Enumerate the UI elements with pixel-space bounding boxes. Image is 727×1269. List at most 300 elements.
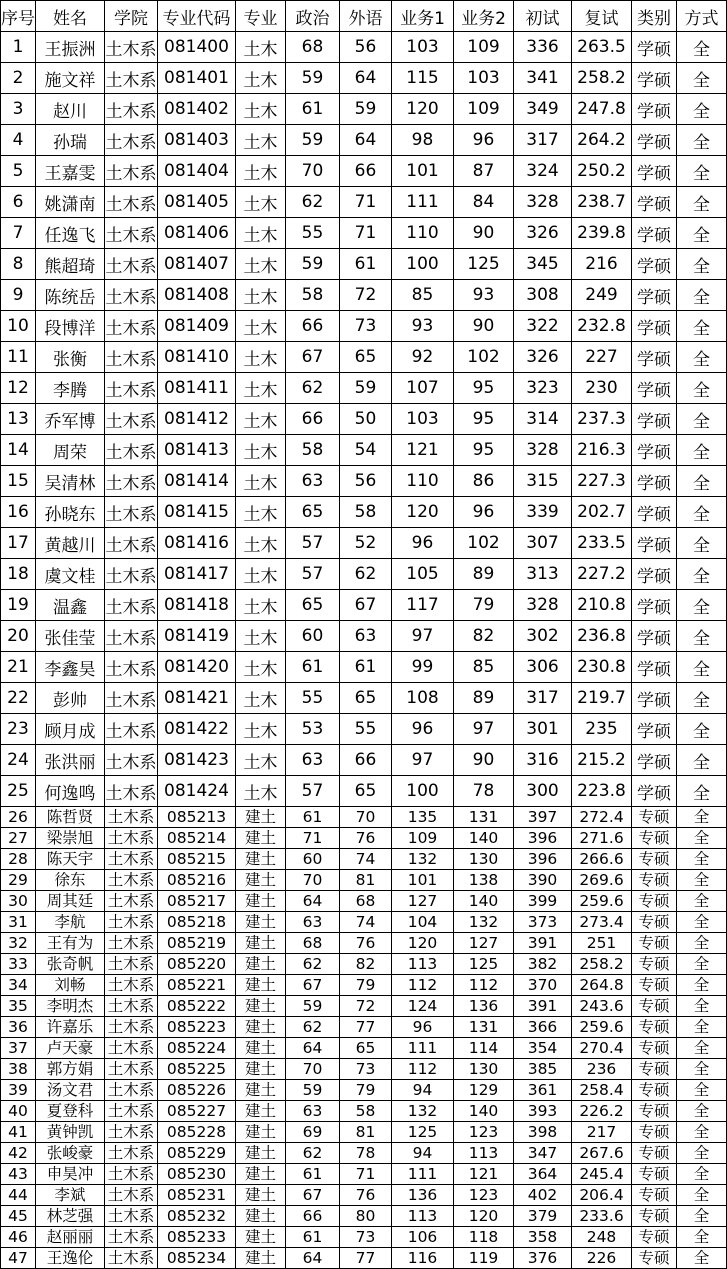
cell-major-code: 081407 (158, 249, 236, 280)
cell-retest-score: 247.8 (572, 94, 632, 125)
cell-subject-1: 120 (392, 933, 454, 954)
cell-major: 土木 (236, 156, 286, 187)
cell-mode: 全 (677, 776, 727, 807)
cell-foreign-language: 78 (340, 1143, 392, 1164)
cell-initial-score: 317 (514, 683, 572, 714)
cell-subject-2: 123 (454, 1185, 514, 1206)
cell-initial-score: 399 (514, 891, 572, 912)
cell-politics: 67 (286, 342, 340, 373)
cell-initial-score: 358 (514, 1227, 572, 1248)
cell-major-code: 081420 (158, 652, 236, 683)
cell-retest-score: 245.4 (572, 1164, 632, 1185)
cell-foreign-language: 76 (340, 828, 392, 849)
cell-politics: 66 (286, 311, 340, 342)
cell-category: 学硕 (632, 621, 677, 652)
cell-subject-2: 131 (454, 1017, 514, 1038)
cell-mode: 全 (677, 1080, 727, 1101)
table-row (1, 891, 727, 912)
cell-major: 土木 (236, 342, 286, 373)
cell-politics: 58 (286, 435, 340, 466)
cell-index: 34 (1, 975, 36, 996)
cell-major-code: 081408 (158, 280, 236, 311)
cell-category: 专硕 (632, 828, 677, 849)
cell-foreign-language: 80 (340, 1206, 392, 1227)
cell-major: 土木 (236, 32, 286, 63)
cell-mode: 全 (677, 1101, 727, 1122)
cell-politics: 64 (286, 1248, 340, 1269)
cell-mode: 全 (677, 807, 727, 828)
cell-major-code: 081424 (158, 776, 236, 807)
cell-major-code: 085222 (158, 996, 236, 1017)
cell-major: 土木 (236, 683, 286, 714)
cell-major: 建土 (236, 807, 286, 828)
cell-politics: 57 (286, 776, 340, 807)
cell-index: 43 (1, 1164, 36, 1185)
cell-foreign-language: 81 (340, 1122, 392, 1143)
cell-subject-2: 82 (454, 621, 514, 652)
cell-retest-score: 230 (572, 373, 632, 404)
table-row (1, 559, 727, 590)
cell-subject-1: 101 (392, 156, 454, 187)
cell-retest-score: 223.8 (572, 776, 632, 807)
cell-major: 建土 (236, 1185, 286, 1206)
cell-major-code: 085220 (158, 954, 236, 975)
cell-foreign-language: 71 (340, 1164, 392, 1185)
cell-initial-score: 328 (514, 187, 572, 218)
cell-subject-1: 136 (392, 1185, 454, 1206)
cell-name: 张洪丽 (36, 745, 105, 776)
cell-major: 土木 (236, 776, 286, 807)
cell-politics: 60 (286, 621, 340, 652)
cell-retest-score: 227.3 (572, 466, 632, 497)
cell-index: 6 (1, 187, 36, 218)
cell-foreign-language: 68 (340, 891, 392, 912)
cell-subject-1: 124 (392, 996, 454, 1017)
cell-initial-score: 326 (514, 218, 572, 249)
header-name: 姓名 (36, 1, 105, 32)
cell-major: 土木 (236, 559, 286, 590)
cell-major-code: 085216 (158, 870, 236, 891)
cell-major-code: 081419 (158, 621, 236, 652)
cell-foreign-language: 59 (340, 373, 392, 404)
cell-name: 张衡 (36, 342, 105, 373)
cell-initial-score: 397 (514, 807, 572, 828)
cell-category: 学硕 (632, 373, 677, 404)
cell-mode: 全 (677, 125, 727, 156)
cell-major-code: 085223 (158, 1017, 236, 1038)
cell-index: 44 (1, 1185, 36, 1206)
cell-category: 专硕 (632, 933, 677, 954)
cell-major-code: 081423 (158, 745, 236, 776)
cell-subject-1: 105 (392, 559, 454, 590)
cell-college: 土木系 (105, 311, 158, 342)
cell-subject-2: 86 (454, 466, 514, 497)
header-subject-2: 业务2 (454, 1, 514, 32)
cell-foreign-language: 76 (340, 1185, 392, 1206)
cell-politics: 63 (286, 1101, 340, 1122)
cell-retest-score: 271.6 (572, 828, 632, 849)
cell-college: 土木系 (105, 280, 158, 311)
cell-subject-2: 140 (454, 828, 514, 849)
cell-name: 李斌 (36, 1185, 105, 1206)
cell-subject-1: 106 (392, 1227, 454, 1248)
table-row (1, 1143, 727, 1164)
cell-category: 学硕 (632, 342, 677, 373)
cell-name: 虞文桂 (36, 559, 105, 590)
cell-politics: 63 (286, 466, 340, 497)
cell-index: 29 (1, 870, 36, 891)
cell-initial-score: 393 (514, 1101, 572, 1122)
cell-category: 学硕 (632, 652, 677, 683)
cell-foreign-language: 71 (340, 187, 392, 218)
cell-retest-score: 264.8 (572, 975, 632, 996)
header-foreign-language: 外语 (340, 1, 392, 32)
cell-foreign-language: 59 (340, 94, 392, 125)
cell-mode: 全 (677, 187, 727, 218)
cell-politics: 63 (286, 912, 340, 933)
cell-retest-score: 269.6 (572, 870, 632, 891)
table-row (1, 828, 727, 849)
cell-foreign-language: 65 (340, 683, 392, 714)
cell-category: 学硕 (632, 466, 677, 497)
cell-subject-2: 130 (454, 849, 514, 870)
cell-subject-2: 103 (454, 63, 514, 94)
cell-category: 学硕 (632, 63, 677, 94)
cell-name: 王振洲 (36, 32, 105, 63)
cell-foreign-language: 56 (340, 32, 392, 63)
cell-initial-score: 306 (514, 652, 572, 683)
cell-college: 土木系 (105, 249, 158, 280)
cell-initial-score: 300 (514, 776, 572, 807)
cell-name: 周荣 (36, 435, 105, 466)
table-row (1, 776, 727, 807)
cell-major: 土木 (236, 621, 286, 652)
cell-foreign-language: 73 (340, 1227, 392, 1248)
cell-subject-1: 101 (392, 870, 454, 891)
cell-major-code: 085225 (158, 1059, 236, 1080)
cell-category: 专硕 (632, 1164, 677, 1185)
cell-initial-score: 314 (514, 404, 572, 435)
table-row (1, 218, 727, 249)
cell-major-code: 081413 (158, 435, 236, 466)
cell-initial-score: 385 (514, 1059, 572, 1080)
table-row (1, 1227, 727, 1248)
cell-politics: 59 (286, 996, 340, 1017)
cell-foreign-language: 50 (340, 404, 392, 435)
cell-major-code: 085224 (158, 1038, 236, 1059)
cell-foreign-language: 56 (340, 466, 392, 497)
cell-initial-score: 317 (514, 125, 572, 156)
cell-index: 20 (1, 621, 36, 652)
cell-initial-score: 402 (514, 1185, 572, 1206)
cell-subject-2: 96 (454, 125, 514, 156)
cell-subject-1: 99 (392, 652, 454, 683)
cell-major-code: 081403 (158, 125, 236, 156)
cell-index: 4 (1, 125, 36, 156)
cell-subject-2: 96 (454, 497, 514, 528)
cell-name: 梁崇旭 (36, 828, 105, 849)
cell-name: 陈统岳 (36, 280, 105, 311)
cell-major-code: 085233 (158, 1227, 236, 1248)
cell-category: 学硕 (632, 94, 677, 125)
cell-name: 姚潇南 (36, 187, 105, 218)
cell-mode: 全 (677, 1206, 727, 1227)
cell-politics: 62 (286, 954, 340, 975)
cell-major: 土木 (236, 497, 286, 528)
cell-mode: 全 (677, 954, 727, 975)
cell-subject-1: 94 (392, 1080, 454, 1101)
cell-foreign-language: 64 (340, 63, 392, 94)
cell-subject-1: 135 (392, 807, 454, 828)
cell-politics: 59 (286, 63, 340, 94)
cell-politics: 57 (286, 528, 340, 559)
cell-index: 21 (1, 652, 36, 683)
cell-politics: 58 (286, 280, 340, 311)
cell-college: 土木系 (105, 776, 158, 807)
cell-index: 22 (1, 683, 36, 714)
cell-retest-score: 206.4 (572, 1185, 632, 1206)
cell-subject-2: 130 (454, 1059, 514, 1080)
cell-retest-score: 249 (572, 280, 632, 311)
cell-mode: 全 (677, 373, 727, 404)
cell-major-code: 085227 (158, 1101, 236, 1122)
cell-college: 土木系 (105, 714, 158, 745)
cell-retest-score: 226 (572, 1248, 632, 1269)
cell-mode: 全 (677, 870, 727, 891)
cell-category: 专硕 (632, 1080, 677, 1101)
cell-major-code: 085218 (158, 912, 236, 933)
table-row (1, 652, 727, 683)
cell-category: 专硕 (632, 1101, 677, 1122)
table-row (1, 714, 727, 745)
cell-foreign-language: 64 (340, 125, 392, 156)
cell-foreign-language: 79 (340, 1080, 392, 1101)
cell-category: 学硕 (632, 218, 677, 249)
cell-major: 土木 (236, 94, 286, 125)
cell-politics: 61 (286, 652, 340, 683)
cell-retest-score: 230.8 (572, 652, 632, 683)
cell-mode: 全 (677, 559, 727, 590)
cell-foreign-language: 66 (340, 745, 392, 776)
cell-initial-score: 379 (514, 1206, 572, 1227)
cell-college: 土木系 (105, 466, 158, 497)
cell-politics: 59 (286, 1080, 340, 1101)
cell-initial-score: 316 (514, 745, 572, 776)
cell-major: 建土 (236, 933, 286, 954)
cell-name: 乔军博 (36, 404, 105, 435)
table-row (1, 404, 727, 435)
cell-politics: 62 (286, 187, 340, 218)
cell-college: 土木系 (105, 590, 158, 621)
cell-category: 专硕 (632, 1227, 677, 1248)
cell-college: 土木系 (105, 559, 158, 590)
cell-initial-score: 307 (514, 528, 572, 559)
cell-index: 18 (1, 559, 36, 590)
cell-major: 建土 (236, 891, 286, 912)
cell-politics: 70 (286, 870, 340, 891)
cell-politics: 67 (286, 975, 340, 996)
cell-category: 专硕 (632, 1248, 677, 1269)
cell-initial-score: 396 (514, 849, 572, 870)
cell-foreign-language: 71 (340, 218, 392, 249)
cell-mode: 全 (677, 1038, 727, 1059)
cell-category: 学硕 (632, 590, 677, 621)
cell-index: 9 (1, 280, 36, 311)
cell-college: 土木系 (105, 975, 158, 996)
cell-major-code: 081416 (158, 528, 236, 559)
cell-name: 徐东 (36, 870, 105, 891)
cell-major: 土木 (236, 373, 286, 404)
cell-subject-1: 107 (392, 373, 454, 404)
table-row (1, 497, 727, 528)
cell-mode: 全 (677, 435, 727, 466)
cell-mode: 全 (677, 94, 727, 125)
cell-foreign-language: 58 (340, 497, 392, 528)
cell-politics: 57 (286, 559, 340, 590)
cell-foreign-language: 65 (340, 1038, 392, 1059)
cell-subject-1: 103 (392, 32, 454, 63)
cell-index: 35 (1, 996, 36, 1017)
cell-name: 汤文君 (36, 1080, 105, 1101)
cell-retest-score: 216 (572, 249, 632, 280)
cell-subject-1: 116 (392, 1248, 454, 1269)
cell-college: 土木系 (105, 652, 158, 683)
cell-college: 土木系 (105, 683, 158, 714)
cell-index: 27 (1, 828, 36, 849)
cell-subject-1: 112 (392, 1059, 454, 1080)
cell-category: 专硕 (632, 807, 677, 828)
cell-subject-1: 111 (392, 1164, 454, 1185)
cell-subject-2: 87 (454, 156, 514, 187)
cell-college: 土木系 (105, 745, 158, 776)
cell-retest-score: 272.4 (572, 807, 632, 828)
table-row (1, 807, 727, 828)
cell-politics: 61 (286, 94, 340, 125)
cell-initial-score: 364 (514, 1164, 572, 1185)
cell-mode: 全 (677, 828, 727, 849)
cell-subject-1: 113 (392, 1206, 454, 1227)
cell-name: 何逸鸣 (36, 776, 105, 807)
cell-initial-score: 336 (514, 32, 572, 63)
cell-college: 土木系 (105, 94, 158, 125)
cell-initial-score: 373 (514, 912, 572, 933)
cell-initial-score: 398 (514, 1122, 572, 1143)
cell-name: 黄钟凯 (36, 1122, 105, 1143)
cell-name: 申昊冲 (36, 1164, 105, 1185)
cell-category: 专硕 (632, 1143, 677, 1164)
cell-subject-2: 109 (454, 94, 514, 125)
table-row (1, 849, 727, 870)
header-retest-score: 复试 (572, 1, 632, 32)
cell-category: 学硕 (632, 683, 677, 714)
cell-major-code: 085214 (158, 828, 236, 849)
cell-name: 王逸伦 (36, 1248, 105, 1269)
cell-mode: 全 (677, 912, 727, 933)
cell-college: 土木系 (105, 1227, 158, 1248)
cell-category: 学硕 (632, 311, 677, 342)
cell-college: 土木系 (105, 933, 158, 954)
cell-category: 学硕 (632, 280, 677, 311)
cell-politics: 63 (286, 745, 340, 776)
header-row (1, 1, 727, 32)
cell-subject-2: 140 (454, 891, 514, 912)
cell-index: 24 (1, 745, 36, 776)
cell-foreign-language: 66 (340, 156, 392, 187)
cell-category: 学硕 (632, 497, 677, 528)
cell-initial-score: 322 (514, 311, 572, 342)
table-row (1, 1059, 727, 1080)
cell-subject-2: 90 (454, 745, 514, 776)
cell-initial-score: 376 (514, 1248, 572, 1269)
cell-politics: 61 (286, 1164, 340, 1185)
cell-index: 47 (1, 1248, 36, 1269)
cell-subject-2: 123 (454, 1122, 514, 1143)
table-row (1, 435, 727, 466)
cell-major: 土木 (236, 404, 286, 435)
cell-initial-score: 328 (514, 590, 572, 621)
cell-subject-2: 120 (454, 1206, 514, 1227)
cell-mode: 全 (677, 1017, 727, 1038)
cell-mode: 全 (677, 249, 727, 280)
cell-retest-score: 259.6 (572, 1017, 632, 1038)
cell-subject-1: 117 (392, 590, 454, 621)
cell-index: 40 (1, 1101, 36, 1122)
cell-subject-2: 112 (454, 975, 514, 996)
cell-subject-1: 115 (392, 63, 454, 94)
cell-subject-1: 132 (392, 1101, 454, 1122)
cell-name: 李鑫昊 (36, 652, 105, 683)
cell-subject-1: 109 (392, 828, 454, 849)
cell-mode: 全 (677, 32, 727, 63)
cell-name: 陈天宇 (36, 849, 105, 870)
cell-subject-1: 120 (392, 94, 454, 125)
cell-category: 学硕 (632, 745, 677, 776)
cell-index: 2 (1, 63, 36, 94)
cell-college: 土木系 (105, 497, 158, 528)
cell-major: 土木 (236, 125, 286, 156)
cell-foreign-language: 67 (340, 590, 392, 621)
cell-major: 建土 (236, 849, 286, 870)
cell-name: 吴清林 (36, 466, 105, 497)
cell-subject-1: 96 (392, 714, 454, 745)
cell-foreign-language: 73 (340, 311, 392, 342)
cell-major-code: 081417 (158, 559, 236, 590)
cell-subject-2: 127 (454, 933, 514, 954)
cell-retest-score: 250.2 (572, 156, 632, 187)
cell-major-code: 081414 (158, 466, 236, 497)
cell-politics: 60 (286, 849, 340, 870)
cell-major-code: 085228 (158, 1122, 236, 1143)
cell-subject-2: 85 (454, 652, 514, 683)
cell-foreign-language: 72 (340, 280, 392, 311)
cell-mode: 全 (677, 311, 727, 342)
cell-initial-score: 366 (514, 1017, 572, 1038)
table-row (1, 156, 727, 187)
cell-subject-1: 93 (392, 311, 454, 342)
cell-foreign-language: 81 (340, 870, 392, 891)
cell-retest-score: 227 (572, 342, 632, 373)
table-row (1, 912, 727, 933)
cell-mode: 全 (677, 590, 727, 621)
cell-major: 建土 (236, 1101, 286, 1122)
cell-name: 施文祥 (36, 63, 105, 94)
cell-index: 42 (1, 1143, 36, 1164)
cell-college: 土木系 (105, 404, 158, 435)
cell-mode: 全 (677, 466, 727, 497)
cell-name: 任逸飞 (36, 218, 105, 249)
cell-retest-score: 266.6 (572, 849, 632, 870)
cell-mode: 全 (677, 1164, 727, 1185)
